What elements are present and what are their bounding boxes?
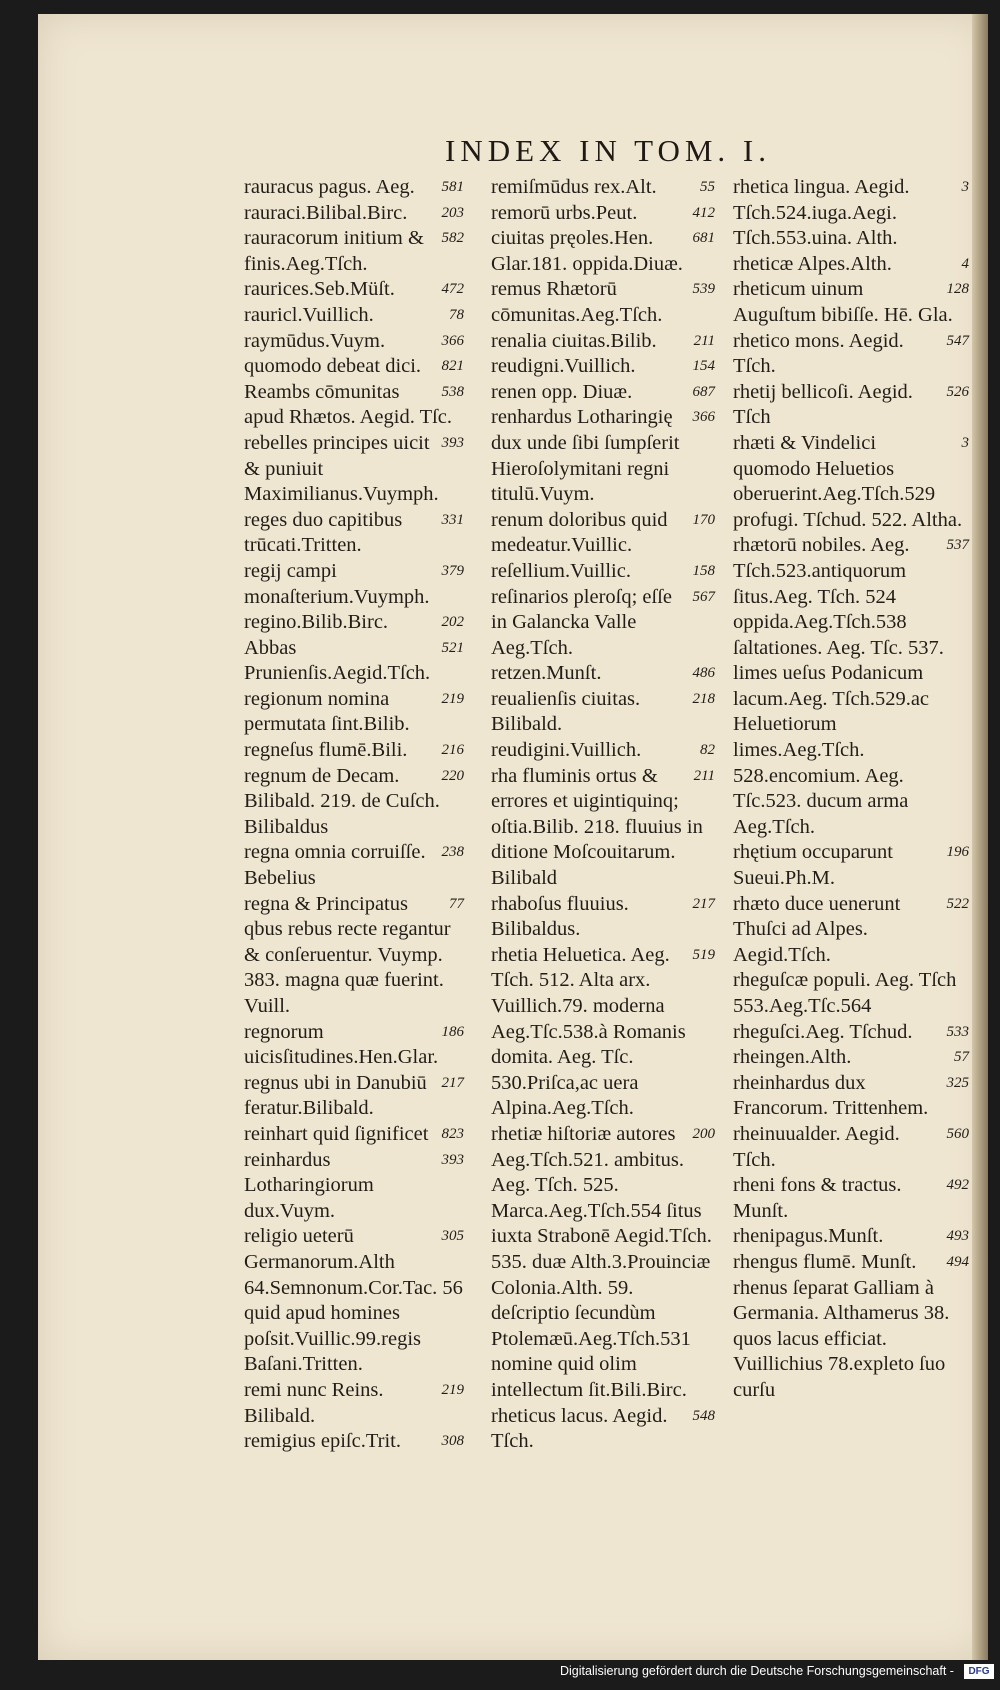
index-entry-page: 82 [700,742,715,759]
index-entry-text: rhengus flumē. Munſt. [733,1250,917,1273]
index-entry-page: 196 [946,844,969,861]
index-entry [244,277,464,303]
index-entry-text: regino.Bilib.Birc. [244,611,389,634]
index-column-1 [244,175,464,1455]
index-entry-page: 211 [693,332,715,349]
index-entry-page: 581 [441,179,464,195]
index-entry [244,636,464,687]
index-entry-page: 238 [441,844,464,861]
index-entry-text: reudigini.Vuillich. [491,739,642,762]
index-entry-text: rhenus ſeparat Galliam à Germania. Althamerus 38. quos lacus efficiat. Vuillichius 78.expleto ſuo curſu [733,1276,950,1401]
index-entry-page: 186 [441,1023,464,1040]
index-entry [491,661,715,687]
index-entry-text: rauraci.Bilibal.Birc. [244,201,408,224]
dfg-logo: DFG [964,1664,994,1679]
index-entry-page: 128 [946,281,969,298]
index-entry-page: 3 [961,434,969,451]
index-entry [244,329,464,355]
index-entry [733,431,969,533]
index-entry [244,559,464,610]
page-header: INDEX IN TOM. I. [445,133,771,168]
index-entry [244,1020,464,1071]
index-entry-page: 202 [441,614,464,631]
index-entry-text: regneſus flumē.Bili. [244,739,408,762]
index-entry-page: 821 [441,358,464,375]
index-entry-text: renhardus Lotharingię dux unde ſibi ſumpſerit Hieroſolymitani regni titulū.Vuym. [491,406,680,506]
index-entry-page: 519 [692,946,715,963]
index-entry [244,738,464,764]
index-entry-page: 366 [692,409,715,426]
index-entry-page: 393 [441,1151,464,1168]
index-entry-page: 560 [946,1125,969,1142]
index-entry-page: 200 [692,1125,715,1142]
index-entry [491,508,715,559]
index-entry [733,1224,969,1250]
index-entry [244,840,464,891]
index-entry-page: 582 [441,230,464,247]
index-entry [244,354,464,380]
index-entry-text: reinhart quid ſignificet [244,1122,429,1145]
index-entry [244,1224,464,1378]
index-column-3 [733,175,969,1404]
index-entry-text: remigius epiſc.Trit. [244,1430,401,1453]
index-entry-page: 211 [693,767,715,784]
index-entry-page: 823 [441,1125,464,1142]
index-entry [244,764,464,841]
index-entry-text: regnus ubi in Danubiū feratur.Bilibald. [244,1071,427,1120]
index-entry-page: 158 [692,562,715,579]
index-entry-page: 331 [441,511,464,528]
index-entry [244,1429,464,1455]
index-entry-page: 55 [700,179,715,195]
index-entry-text: rhetiæ hiſtoriæ autores Aeg.Tſch.521. ambitus. Aeg. Tſch. 525. Marca.Aeg.Tſch.554 ſitus iuxta Strabonē Aegid.Tſch. 535. duæ Alth.3.Prouinciæ Colonia.Alth. 59. deſcriptio ſecundùm Ptolemæū.Aeg.Tſch.531 nomine quid olim intellectum ſit.Bili.Birc. [491,1122,712,1401]
index-entry-page: 539 [692,281,715,298]
index-entry [244,226,464,277]
index-entry-text: regnum de Decam. Bilibald. 219. de Cuſch. Bilibaldus [244,764,440,838]
index-entry-text: regnorum uicisſitudines.Hen.Glar. [244,1020,439,1069]
index-entry-text: reges duo capitibus trūcati.Tritten. [244,508,403,557]
index-entry-page: 220 [441,767,464,784]
index-entry [244,1071,464,1122]
index-entry-text: rauracorum initium & finis.Aeg.Tſch. [244,227,424,275]
index-entry-text: rhetia Heluetica. Aeg. Tſch. 512. Alta arx. Vuillich.79. moderna Aeg.Tſc.538.à Romanis domita. Aeg. Tſc. 530.Priſca,ac uera Alpina.Aeg.Tſch. [491,943,686,1120]
index-entry-page: 537 [946,537,969,554]
index-entry-page: 218 [692,690,715,707]
index-entry-page: 170 [692,511,715,528]
index-entry [244,303,464,329]
index-entry-text: remi nunc Reins. Bilibald. [244,1378,384,1427]
index-entry-text: raymūdus.Vuym. [244,329,386,352]
index-entry-page: 78 [449,306,464,323]
index-entry-page: 393 [441,434,464,451]
index-entry-page: 548 [692,1407,715,1424]
index-entry-text: raurices.Seb.Müſt. [244,278,395,301]
index-entry-page: 681 [692,230,715,247]
index-entry-text: regij campi monaſterium.Vuymph. [244,559,430,608]
index-entry-page: 521 [441,639,464,656]
index-entry-text: rheguſci.Aeg. Tſchud. [733,1020,913,1043]
index-entry [733,252,969,278]
index-entry [733,533,969,840]
index-entry-text: rhetico mons. Aegid. Tſch. [733,329,904,378]
index-entry-text: rheingen.Alth. [733,1046,852,1069]
index-entry [491,277,715,328]
index-entry [491,329,715,355]
index-entry-text: regionum nomina permutata ſint.Bilib. [244,687,410,736]
index-entry-text: reualienſis ciuitas. Bilibald. [491,687,641,736]
page-edge [972,14,988,1660]
index-entry-text: reudigni.Vuillich. [491,355,636,378]
index-entry [244,431,464,508]
index-entry [244,1122,464,1148]
index-entry-page: 493 [946,1228,969,1245]
index-entry [491,585,715,662]
index-entry-page: 217 [441,1074,464,1091]
index-entry-text: rauricl.Vuillich. [244,303,374,326]
index-entry-text: regna omnia corruiſſe. Bebelius [244,841,426,890]
index-entry-page: 305 [441,1228,464,1245]
index-entry-page: 687 [692,383,715,400]
index-entry-text: renum doloribus quid medeatur.Vuillic. [491,508,668,557]
index-entry-page: 4 [961,255,969,272]
index-entry-page: 412 [692,204,715,221]
index-entry [244,1378,464,1429]
index-entry [733,968,969,1019]
index-entry-text: reinhardus Lotharingiorum dux.Vuym. [244,1148,374,1222]
index-entry-page: 547 [946,332,969,349]
index-entry [244,892,464,1020]
index-entry [244,687,464,738]
index-entry-text: rhætorū nobiles. Aeg. Tſch.523.antiquorum ſitus.Aeg. Tſch. 524 oppida.Aeg.Tſch.538 ſaltationes. Aeg. Tſc. 537. limes ueſus Podanicum lacum.Aeg. Tſch.529.ac Heluetiorum limes.Aeg.Tſch. 528.encomium. Aeg. Tſc.523. ducum arma Aeg.Tſch. [733,534,944,838]
index-entry-text: rheticum uinum Auguſtum bibiſſe. Hē. Gla. [733,278,953,326]
index-entry-text: ciuitas pręoles.Hen. Glar.181. oppida.Diuæ. [491,227,683,275]
index-entry [491,687,715,738]
index-entry-page: 154 [692,358,715,375]
index-entry [491,226,715,277]
index-entry-page: 526 [946,383,969,400]
index-entry-page: 492 [946,1177,969,1194]
index-entry [491,738,715,764]
index-entry-text: remiſmūdus rex.Alt. [491,176,657,198]
index-entry-page: 366 [441,332,464,349]
index-entry-text: rheinhardus dux Francorum. Trittenhem. [733,1071,929,1120]
index-entry [491,1404,715,1455]
index-entry-text: rheticus lacus. Aegid. Tſch. [491,1404,668,1453]
index-entry-text: remorū urbs.Peut. [491,201,638,224]
index-entry [733,892,969,969]
index-entry [244,1148,464,1225]
index-entry [733,840,969,891]
index-entry [733,1020,969,1046]
index-entry [733,175,969,252]
index-entry [491,1122,715,1404]
index-entry-text: rhaboſus fluuius. Bilibaldus. [491,892,629,941]
index-entry [491,943,715,1122]
index-entry [244,508,464,559]
index-entry-text: rebelles principes uicit & puniuit Maximilianus.Vuymph. [244,431,439,506]
index-entry-text: rhętium occuparunt Sueui.Ph.M. [733,841,893,890]
index-entry-page: 216 [441,742,464,759]
index-entry-page: 57 [954,1049,969,1066]
index-entry-page: 379 [441,562,464,579]
index-entry [733,1045,969,1071]
index-entry-page: 533 [946,1023,969,1040]
index-entry-page: 494 [946,1253,969,1270]
index-entry [733,1173,969,1224]
index-entry [244,201,464,227]
index-entry-text: rhæti & Vindelici quomodo Heluetios oberuerint.Aeg.Tſch.529 profugi. Tſchud. 522. Altha. [733,431,963,531]
index-column-2 [491,175,715,1455]
index-entry-text: rha fluminis ortus & errores et uigintiquinq; oſtia.Bilib. 218. fluuius in ditione Moſcouitarum. Bilibald [491,764,703,890]
index-entry [491,405,715,507]
index-entry [733,329,969,380]
funding-notice: Digitalisierung gefördert durch die Deutsche Forschungsgemeinschaft - [560,1664,954,1678]
index-entry-text: remus Rhætorū cōmunitas.Aeg.Tſch. [491,278,663,326]
index-entry-page: 203 [441,204,464,221]
index-entry-text: rheinuualder. Aegid. Tſch. [733,1122,900,1171]
index-entry-text: Reambs cōmunitas apud Rhætos. Aegid. Tſc. [244,380,453,429]
index-entry [491,559,715,585]
index-entry-page: 3 [961,179,969,195]
index-entry-page: 567 [692,588,715,605]
index-entry [491,201,715,227]
index-entry [491,380,715,406]
index-entry-text: rhetica lingua. Aegid. Tſch.524.iuga.Aegi. Tſch.553.uina. Alth. [733,176,910,250]
index-entry-page: 217 [692,895,715,912]
index-entry-text: religio ueterū Germanorum.Alth 64.Semnonum.Cor.Tac. 56 quid apud homines poſsit.Vuillic.99.regis Baſani.Tritten. [244,1225,463,1376]
index-entry-text: rhetij bellicoſi. Aegid. Tſch [733,380,913,429]
index-entry [733,1122,969,1173]
index-entry-text: rhæto duce uenerunt Thuſci ad Alpes. Aegid.Tſch. [733,892,901,966]
index-entry-page: 486 [692,665,715,682]
index-entry-text: rheticæ Alpes.Alth. [733,252,892,275]
index-entry-text: reſinarios pleroſq; eſſe in Galancka Valle Aeg.Tſch. [491,585,673,659]
index-entry [244,610,464,636]
index-entry-text: rheguſcæ populi. Aeg. Tſch 553.Aeg.Tſc.564 [733,969,957,1017]
index-entry [733,1071,969,1122]
index-entry [244,380,464,431]
index-entry-page: 472 [441,281,464,298]
index-entry-text: rhenipagus.Munſt. [733,1225,884,1248]
index-entry [244,175,464,201]
index-entry [491,892,715,943]
index-entry-page: 308 [441,1433,464,1450]
index-entry-page: 325 [946,1074,969,1091]
index-entry [733,380,969,431]
index-entry-text: renen opp. Diuæ. [491,380,633,403]
index-entry-text: Abbas Prunienſis.Aegid.Tſch. [244,636,431,685]
index-entry-text: rheni fons & tractus. Munſt. [733,1174,902,1222]
index-entry [733,277,969,328]
index-entry-text: quomodo debeat dici. [244,355,422,378]
index-entry-page: 538 [441,383,464,400]
index-entry-text: renalia ciuitas.Bilib. [491,329,657,352]
index-entry-page: 219 [441,690,464,707]
index-entry [733,1276,969,1404]
index-entry-text: regna & Principatus qbus rebus recte regantur & conſeruentur. Vuymp. 383. magna quæ fuerint. Vuill. [244,892,451,1017]
index-entry [491,764,715,892]
index-entry [733,1250,969,1276]
index-entry [491,175,715,201]
index-entry-text: reſellium.Vuillic. [491,559,631,582]
index-entry-page: 522 [946,895,969,912]
index-entry [491,354,715,380]
index-entry-text: rauracus pagus. Aeg. [244,176,415,198]
index-entry-text: retzen.Munſt. [491,662,602,685]
index-entry-page: 219 [441,1381,464,1398]
index-entry-page: 77 [449,895,464,912]
